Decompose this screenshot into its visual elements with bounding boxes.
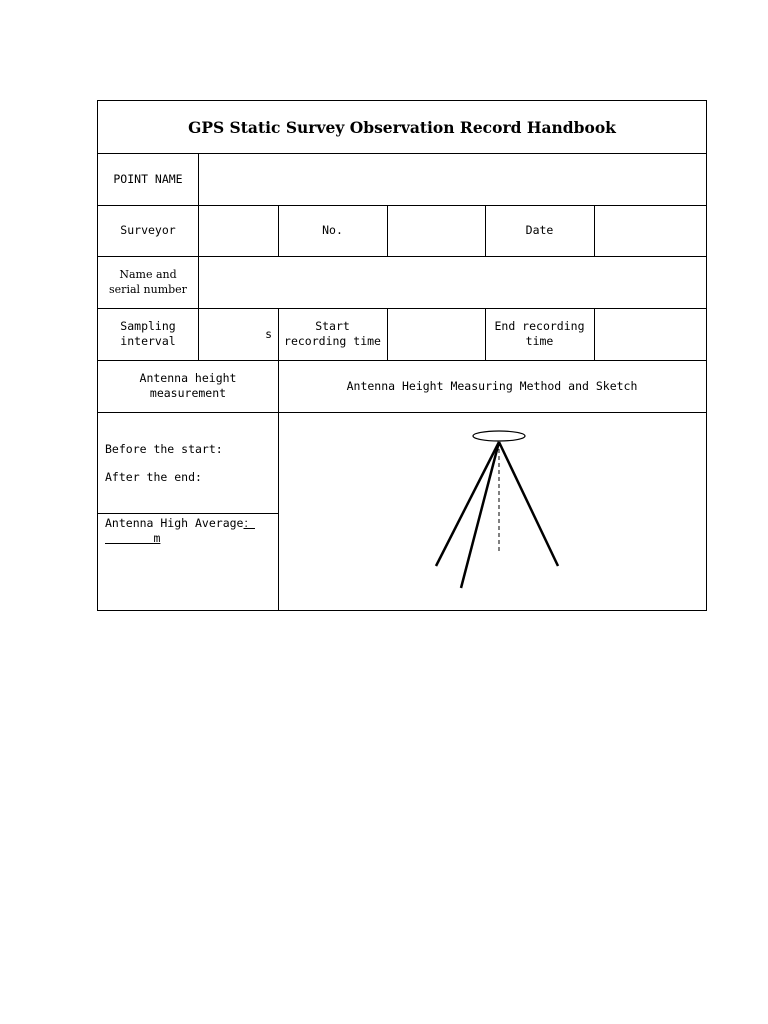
sketch-heading: Antenna Height Measuring Method and Sketch [346, 378, 638, 393]
antenna-height-label [98, 360, 278, 412]
antenna-average-unit: m [153, 531, 161, 545]
sampling-interval-unit: s [265, 326, 272, 341]
after-end-label: After the end: [105, 470, 202, 484]
date-field[interactable] [594, 205, 706, 256]
antenna-disc-icon [473, 431, 525, 441]
surveyor-field[interactable] [198, 205, 278, 256]
start-recording-label-line1: Start [315, 319, 350, 333]
form-title: GPS Static Survey Observation Record Handbook [188, 117, 616, 137]
name-serial-label-line2: serial number [109, 283, 187, 296]
antenna-average-blank [105, 531, 153, 545]
number-field[interactable] [387, 205, 485, 256]
name-serial-label [98, 256, 198, 308]
tripod-antenna-sketch-icon [278, 412, 706, 610]
name-serial-label-line1: Name and [119, 268, 177, 281]
name-serial-field[interactable] [198, 256, 706, 308]
antenna-height-label-line1: Antenna height [139, 371, 237, 385]
date-label: Date [525, 223, 554, 237]
antenna-average-line2[interactable] [105, 531, 255, 546]
surveyor-label: Surveyor [120, 223, 176, 237]
sampling-interval-label-line2: interval [120, 334, 176, 348]
antenna-average-block [105, 516, 255, 546]
antenna-average-line1 [105, 516, 255, 531]
point-name-label: POINT NAME [113, 171, 183, 186]
observation-record-form [97, 100, 707, 611]
end-recording-label [485, 308, 594, 360]
grid-line [98, 513, 278, 514]
end-recording-field[interactable] [594, 308, 706, 360]
tripod-leg-left [436, 442, 499, 566]
start-recording-label [278, 308, 387, 360]
sampling-interval-label [98, 308, 198, 360]
start-recording-field[interactable] [387, 308, 485, 360]
antenna-average-label: Antenna High Average [105, 516, 244, 530]
sampling-interval-field[interactable] [198, 308, 278, 360]
tripod-leg-right [499, 442, 558, 566]
before-start-label: Before the start: [105, 442, 223, 456]
number-label: No. [322, 223, 343, 237]
point-name-field[interactable] [198, 153, 706, 205]
end-recording-label-line2: time [525, 334, 554, 348]
antenna-height-label-line2: measurement [149, 386, 227, 400]
tripod-leg-middle [461, 442, 499, 588]
sampling-interval-label-line1: Sampling [120, 319, 176, 333]
antenna-average-colon: ： [243, 516, 255, 530]
end-recording-label-line1: End recording [494, 319, 585, 333]
start-recording-label-line2: recording time [284, 334, 381, 348]
